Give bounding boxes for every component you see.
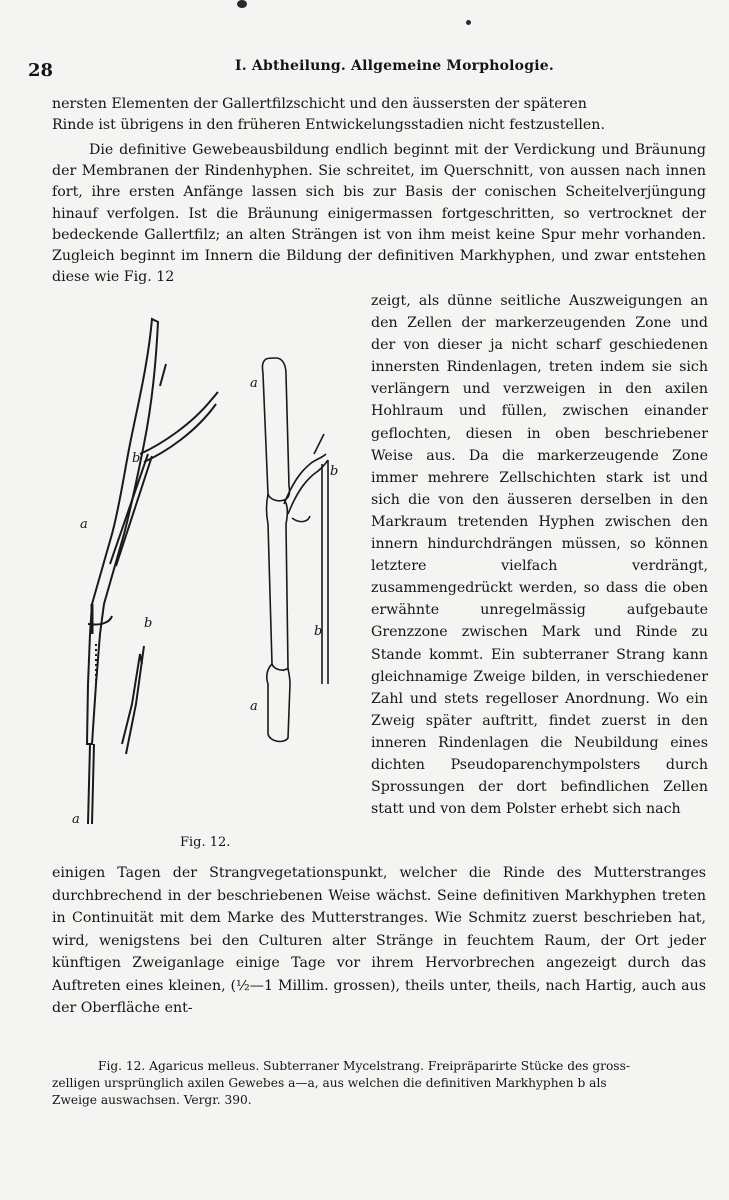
ink-spot bbox=[466, 20, 471, 25]
figure-label-b-left-top: b bbox=[132, 451, 141, 466]
figure-12 bbox=[52, 304, 367, 864]
figure-label-a-right-top: a bbox=[250, 376, 258, 391]
figure-caption bbox=[52, 1058, 706, 1109]
caption-line-2: zelligen ursprünglich axilen Gewebes a—a, aus welchen die definitiven Markhyphen b als bbox=[52, 1076, 607, 1090]
figure-label-a-right-bottom: a bbox=[250, 699, 258, 714]
caption-line-1: Fig. 12. Agaricus melleus. Subterraner Mycelstrang. Freipräparirte Stücke des gross- bbox=[98, 1059, 630, 1073]
figure-label-b-right-top: b bbox=[330, 464, 339, 479]
paragraph-1-line-2: Rinde ist übrigens in den früheren Entwickelungsstadien nicht festzustellen. bbox=[52, 117, 605, 134]
paragraph-2-text: Die definitive Gewebeausbildung endlich beginnt mit der Verdickung und Bräunung der Membranen der Rindenhyphen. Sie schreitet, im Querschnitt, von aussen nach innen fort, ihre ersten Anfänge lassen sich bis zur Basis der conischen Scheitelverjüngung hinauf verfolgen. Ist die Bräunung einigermassen fortgeschritten, so vertrocknet der bedeckende Gallertfilz; an alten Strängen ist von ihm meist keine Spur mehr vorhanden. Zugleich beginnt im Innern die Bildung der definitiven Markhyphen, und zwar entstehen diese wie Fig. 12 bbox=[52, 142, 706, 286]
paragraph-1-line-1: nersten Elementen der Gallertfilzschicht und den äussersten der späteren bbox=[52, 96, 587, 112]
paragraph-1 bbox=[52, 94, 706, 136]
running-head: I. Abtheilung. Allgemeine Morphologie. bbox=[235, 58, 554, 74]
figure-number: Fig. 12. bbox=[180, 835, 231, 850]
paragraph-2-continuation: einigen Tagen der Strangvegetationspunkt, welcher die Rinde des Mutterstranges durchbrechend in der beschriebenen Weise wächst. Seine definitiven Markhyphen treten in Continuität mit dem Marke des Mutterstranges. Wie Schmitz zuerst beschrieben hat, wird, wenigstens bei den Culturen alter Stränge in feuchtem Raum, der Ort jeder künftigen Zweiganlage einige Tage vor ihrem Hervorbrechen angezeigt durch das Auftreten eines kleinen, (½—1 Millim. grossen), theils unter, theils, nach Hartig, auch aus der Oberfläche ent- bbox=[52, 865, 706, 1016]
paragraph-2-bottom bbox=[52, 862, 706, 1020]
page-header bbox=[28, 58, 708, 82]
caption-line-3: Zweige auswachsen. Vergr. 390. bbox=[52, 1093, 252, 1107]
paragraph-2-top bbox=[52, 140, 706, 288]
column-paragraph: zeigt, als dünne seitliche Auszweigungen an den Zellen der markerzeugenden Zone und der von dieser ja nicht scharf geschiedenen innersten Rindenlagen, treten indem sie sich verlängern und verzweigen in den axilen Hohlraum und füllen, zwischen einander geflochten, diesen in oben beschriebener Weise aus. Da die markerzeugende Zone immer mehrere Zellschichten stark ist und sich die von den äusseren derselben in den Markraum tretenden Hyphen zwischen den innern hindurchdrängen müssen, so können letztere vielfach verdrängt, zusammengedrückt werden, so dass die oben erwähnte unregelmässig aufgebaute Grenzzone zwischen Mark und Rinde zu Stande kommt. Ein subterraner Strang kann gleichnamige Zweige bilden, in verschiedener Zahl und stets regelloser Anordnung. Wo ein Zweig später auftritt, findet zuerst in den inneren Rindenlagen die Neubildung eines dichten Pseudoparenchympolsters durch Sprossungen der dort befindlichen Zellen statt und von dem Polster erhebt sich nach bbox=[371, 293, 708, 818]
figure-label-b-left-middle: b bbox=[144, 616, 153, 631]
hyphae-drawing bbox=[52, 304, 367, 864]
page-number: 28 bbox=[28, 60, 54, 81]
figure-label-a-left-top: a bbox=[80, 517, 88, 532]
figure-label-b-right-bottom: b bbox=[314, 624, 323, 639]
right-column-text bbox=[371, 290, 708, 820]
figure-label-a-left-bottom: a bbox=[72, 812, 80, 827]
ink-spot bbox=[237, 0, 247, 8]
